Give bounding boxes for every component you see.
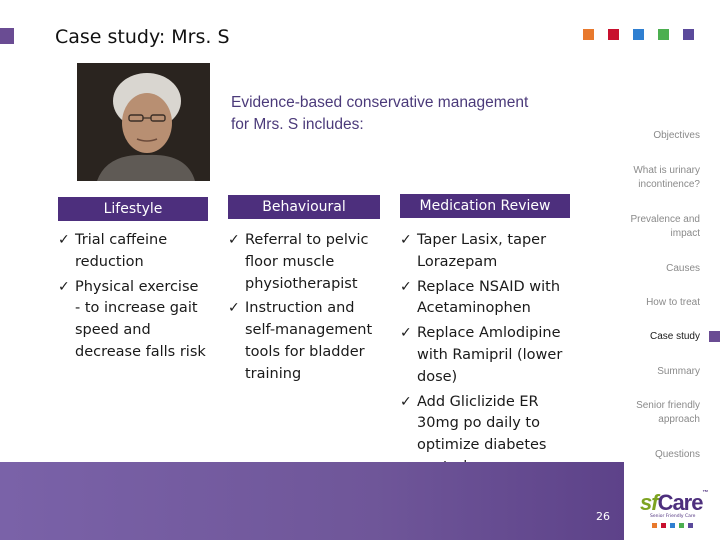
list-item: ✓ Referral to pelvic floor muscle physiotherapist [228, 232, 369, 292]
list-item: ✓ Taper Lasix, taper Lorazepam [400, 232, 547, 270]
nav-item-questions[interactable]: Questions [654, 449, 700, 460]
logo-dot [661, 523, 666, 528]
logo-dot [679, 523, 684, 528]
header-dot-orange [583, 29, 594, 40]
behavioural-header: Behavioural [228, 195, 380, 219]
nav-item-objectives[interactable]: Objectives [653, 130, 700, 141]
page-number: 26 [596, 510, 610, 523]
lifestyle-list [58, 230, 208, 367]
header-dot-purple [683, 29, 694, 40]
check-icon: ✓ [400, 232, 412, 248]
list-item: ✓ Add Gliclizide ER 30mg po daily to optimize diabetes [400, 393, 547, 454]
subtitle-line-1: Evidence-based conservative management [231, 94, 529, 111]
logo-dot [670, 523, 675, 528]
logo-dot [688, 523, 693, 528]
active-section-marker [709, 331, 720, 342]
patient-photo [77, 63, 210, 181]
medication-review-header: Medication Review [400, 194, 570, 218]
title-marker [0, 28, 14, 44]
logo-dots [652, 523, 710, 528]
footer-bar [0, 462, 624, 540]
check-icon: ✓ [58, 232, 70, 248]
list-item: ✓ Replace Amlodipine with Ramipril (lower dose) [400, 325, 563, 385]
header-dot-green [658, 29, 669, 40]
list-item: ✓ Instruction and self-management tools for bladder training [228, 300, 373, 382]
check-icon: ✓ [400, 325, 412, 342]
check-icon: ✓ [400, 393, 412, 410]
check-icon: ✓ [400, 278, 412, 295]
nav-item-what-is-urinary-incontinence[interactable]: What is urinary incontinence? [633, 165, 700, 190]
list-item: ✓ Trial caffeine reduction [58, 232, 168, 270]
check-icon: ✓ [228, 232, 240, 248]
behavioural-list [228, 230, 383, 389]
lifestyle-header: Lifestyle [58, 197, 208, 221]
slide-subtitle [231, 92, 591, 136]
logo-tagline: Senior Friendly Care [650, 514, 696, 519]
nav-item-summary[interactable]: Summary [657, 366, 700, 377]
sfcare-logo [640, 490, 710, 528]
header-dot-blue [633, 29, 644, 40]
check-icon: ✓ [58, 278, 70, 295]
medication-review-list [400, 230, 570, 482]
header-dot-red [608, 29, 619, 40]
check-icon: ✓ [228, 300, 240, 317]
logo-dot [652, 523, 657, 528]
logo-wordmark: sfCare™ [640, 490, 708, 515]
nav-item-senior-friendly-approach[interactable]: Senior friendly approach [636, 400, 700, 425]
header-color-dots [583, 29, 694, 40]
subtitle-line-2: for Mrs. S includes: [231, 116, 364, 133]
list-item: ✓ Replace NSAID with Acetaminophen [400, 278, 561, 317]
nav-item-how-to-treat[interactable]: How to treat [646, 297, 700, 308]
slide-title: Case study: Mrs. S [55, 26, 230, 48]
nav-item-causes[interactable]: Causes [666, 263, 700, 274]
nav-item-prevalence-and-impact[interactable]: Prevalence and impact [630, 214, 700, 239]
list-item: ✓ Physical exercise - to increase gait speed and decrease falls risk [58, 278, 206, 360]
nav-item-case-study[interactable]: Case study [649, 331, 700, 342]
